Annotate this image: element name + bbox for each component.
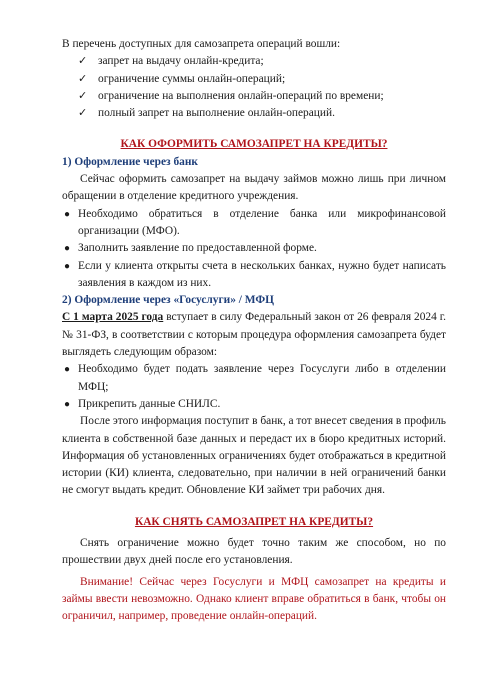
bullet-dot-icon: ● — [64, 364, 71, 376]
list-item: ● Если у клиента открыты счета в нескольких банках, нужно будет написать заявления в каждом из них. — [64, 259, 446, 289]
list-item: ✓ ограничение на выполнения онлайн-операций по времени; — [62, 88, 446, 105]
subheading-via-gosuslugi: 2) Оформление через «Госуслуги» / МФЦ — [62, 294, 275, 307]
after-paragraph: После этого информация поступит в банк, а тот внесет сведения в профиль клиента в собственной базе данных и передаст их в бюро кредитных историй. Информация об установленных ограничениях будет отображаться в кредитной истории (КИ) клиента, следовательно, при наличии в ней ограничений банки не смогут выдать кредит. Обновление КИ займет три рабочих дня. — [62, 415, 446, 497]
heading-how-to-apply: КАК ОФОРМИТЬ САМОЗАПРЕТ НА КРЕДИТЫ? — [120, 138, 388, 151]
subheading-via-bank: 1) Оформление через банк — [62, 155, 198, 168]
checkmark-icon: ✓ — [78, 72, 88, 85]
list-item: ● Необходимо обратиться в отделение банка или микрофинансовой организации (МФО). — [64, 207, 446, 237]
remove-paragraph: Снять ограничение можно будет точно таким же способом, но по прошествии двух дней после его установления. — [62, 537, 446, 567]
heading-how-to-remove: КАК СНЯТЬ САМОЗАПРЕТ НА КРЕДИТЫ? — [134, 515, 374, 528]
attention-paragraph: Внимание! Сейчас через Госуслуги и МФЦ самозапрет на кредиты и займы ввести невозможно. Однако клиент вправе обратиться в банк, чтобы он ограничил, например, проведение онлайн-операций. — [62, 575, 446, 623]
bank-steps-list — [62, 206, 446, 292]
list-item: ● Прикрепить данные СНИЛС. — [62, 396, 446, 413]
intro-text: В перечень доступных для самозапрета операций вошли: — [62, 38, 341, 50]
bullet-dot-icon: ● — [64, 398, 71, 410]
checkmark-icon: ✓ — [78, 55, 88, 68]
attention-label: Внимание! — [80, 575, 134, 588]
law-effective-date: С 1 марта 2025 года — [62, 311, 164, 324]
checkmark-icon: ✓ — [78, 107, 88, 120]
bullet-dot-icon: ● — [64, 208, 71, 220]
list-item: ● Заполнить заявление по предоставленной форме. — [62, 240, 446, 257]
bullet-dot-icon: ● — [64, 243, 71, 255]
gosuslugi-steps-list — [62, 361, 446, 413]
list-item: ✓ полный запрет на выполнение онлайн-операций. — [62, 105, 446, 122]
checkmark-icon: ✓ — [78, 89, 88, 102]
law-paragraph: С 1 марта 2025 года вступает в силу Федеральный закон от 26 февраля 2024 г. № 31-ФЗ, в соответствии с которым процедура оформления самозапрета будет выглядеть следующим образом: — [62, 311, 446, 359]
bullet-dot-icon: ● — [64, 260, 71, 272]
bank-paragraph: Сейчас оформить самозапрет на выдачу займов можно лишь при личном обращении в отделение кредитного учреждения. — [62, 173, 446, 203]
available-operations-list — [62, 53, 446, 122]
list-item: ✓ запрет на выдачу онлайн-кредита; — [62, 53, 446, 70]
list-item: ✓ ограничение суммы онлайн-операций; — [62, 71, 446, 88]
list-item: ● Необходимо будет подать заявление через Госуслуги либо в отделении МФЦ; — [64, 363, 446, 393]
document-content — [62, 36, 446, 626]
